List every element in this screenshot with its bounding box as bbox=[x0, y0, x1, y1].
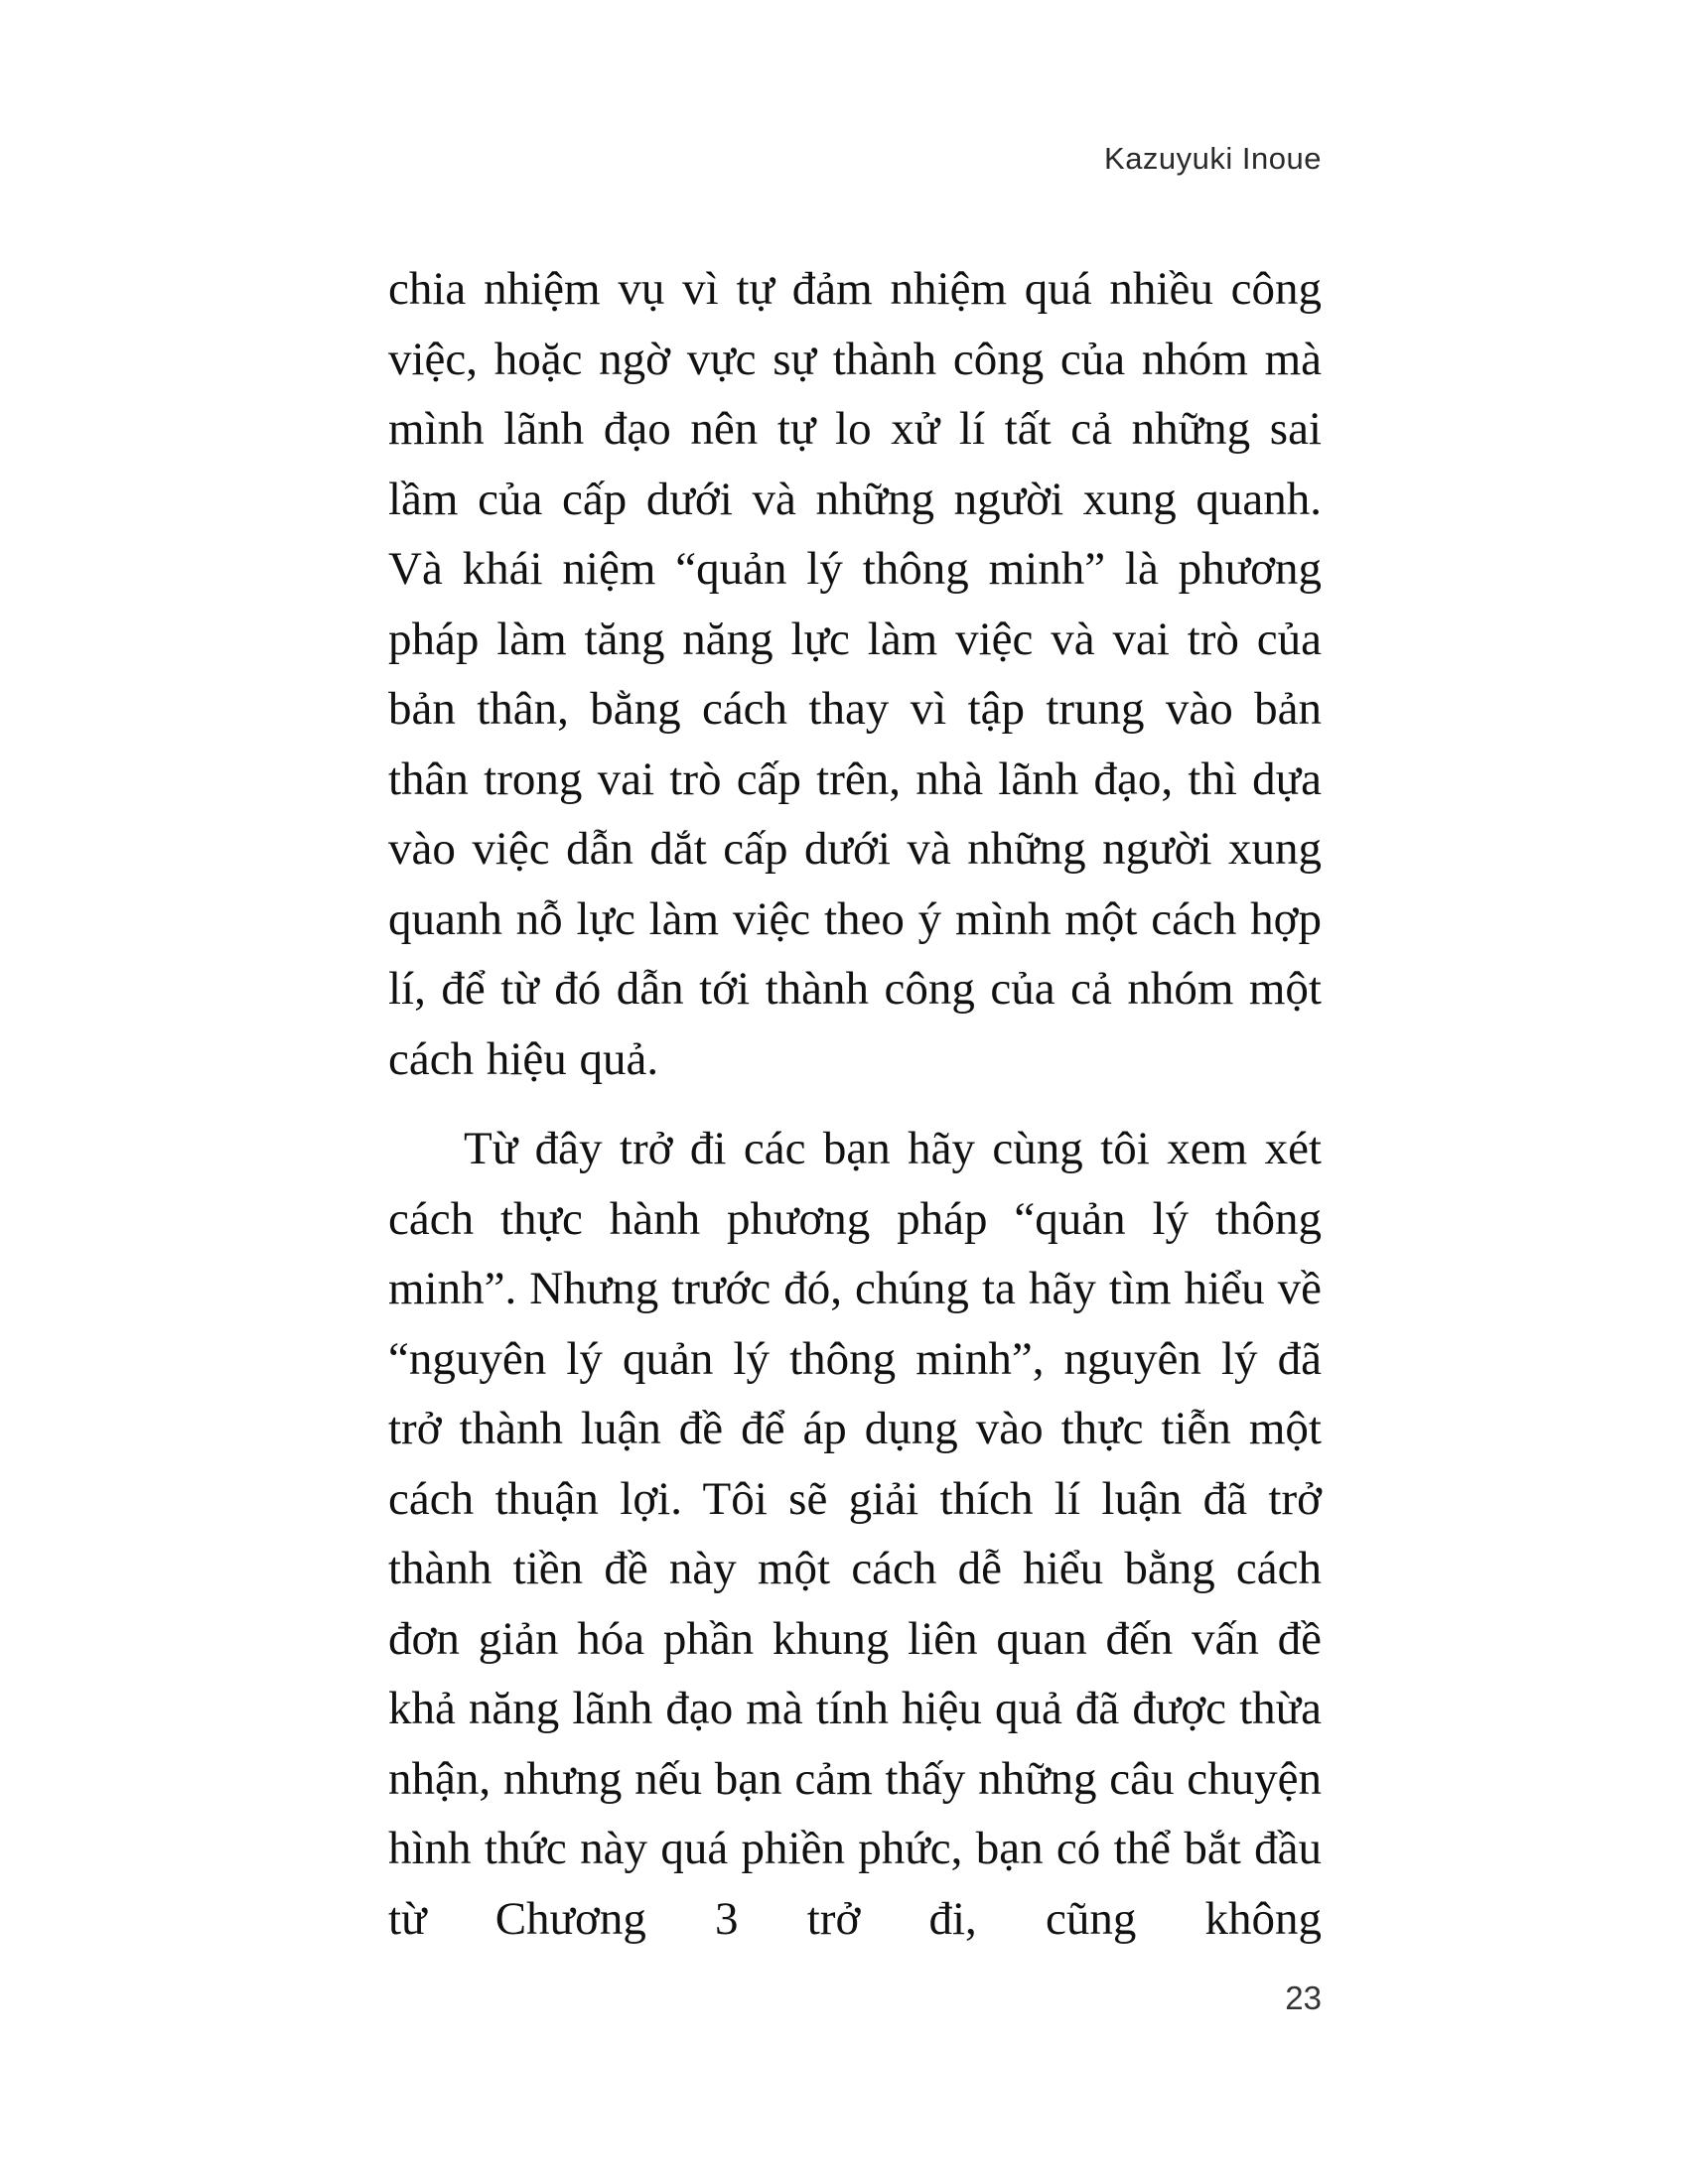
running-header-author: Kazuyuki Inoue bbox=[1104, 141, 1322, 176]
body-text bbox=[388, 254, 1322, 1954]
page-number: 23 bbox=[1285, 1979, 1322, 2016]
paragraph: Từ đây trở đi các bạn hãy cùng tôi xem xét cách thực hành phương pháp “quản lý thông minh”. Nhưng trước đó, chúng ta hãy tìm hiểu về “nguyên lý quản lý thông minh”, nguyên lý đã trở thành luận đề để áp dụng vào thực tiễn một cách thuận lợi. Tôi sẽ giải thích lí luận đã trở thành tiền đề này một cách dễ hiểu bằng cách đơn giản hóa phần khung liên quan đến vấn đề khả năng lãnh đạo mà tính hiệu quả đã được thừa nhận, nhưng nếu bạn cảm thấy những câu chuyện hình thức này quá phiền phức, bạn có thể bắt đầu từ Chương 3 trở đi, cũng không bbox=[388, 1123, 1322, 1945]
paragraph: chia nhiệm vụ vì tự đảm nhiệm quá nhiều công việc, hoặc ngờ vực sự thành công của nhóm mà mình lãnh đạo nên tự lo xử lí tất cả những sai lầm của cấp dưới và những người xung quanh. Và khái niệm “quản lý thông minh” là phương pháp làm tăng năng lực làm việc và vai trò của bản thân, bằng cách thay vì tập trung vào bản thân trong vai trò cấp trên, nhà lãnh đạo, thì dựa vào việc dẫn dắt cấp dưới và những người xung quanh nỗ lực làm việc theo ý mình một cách hợp lí, để từ đó dẫn tới thành công của cả nhóm một cách hiệu quả. bbox=[388, 263, 1322, 1085]
